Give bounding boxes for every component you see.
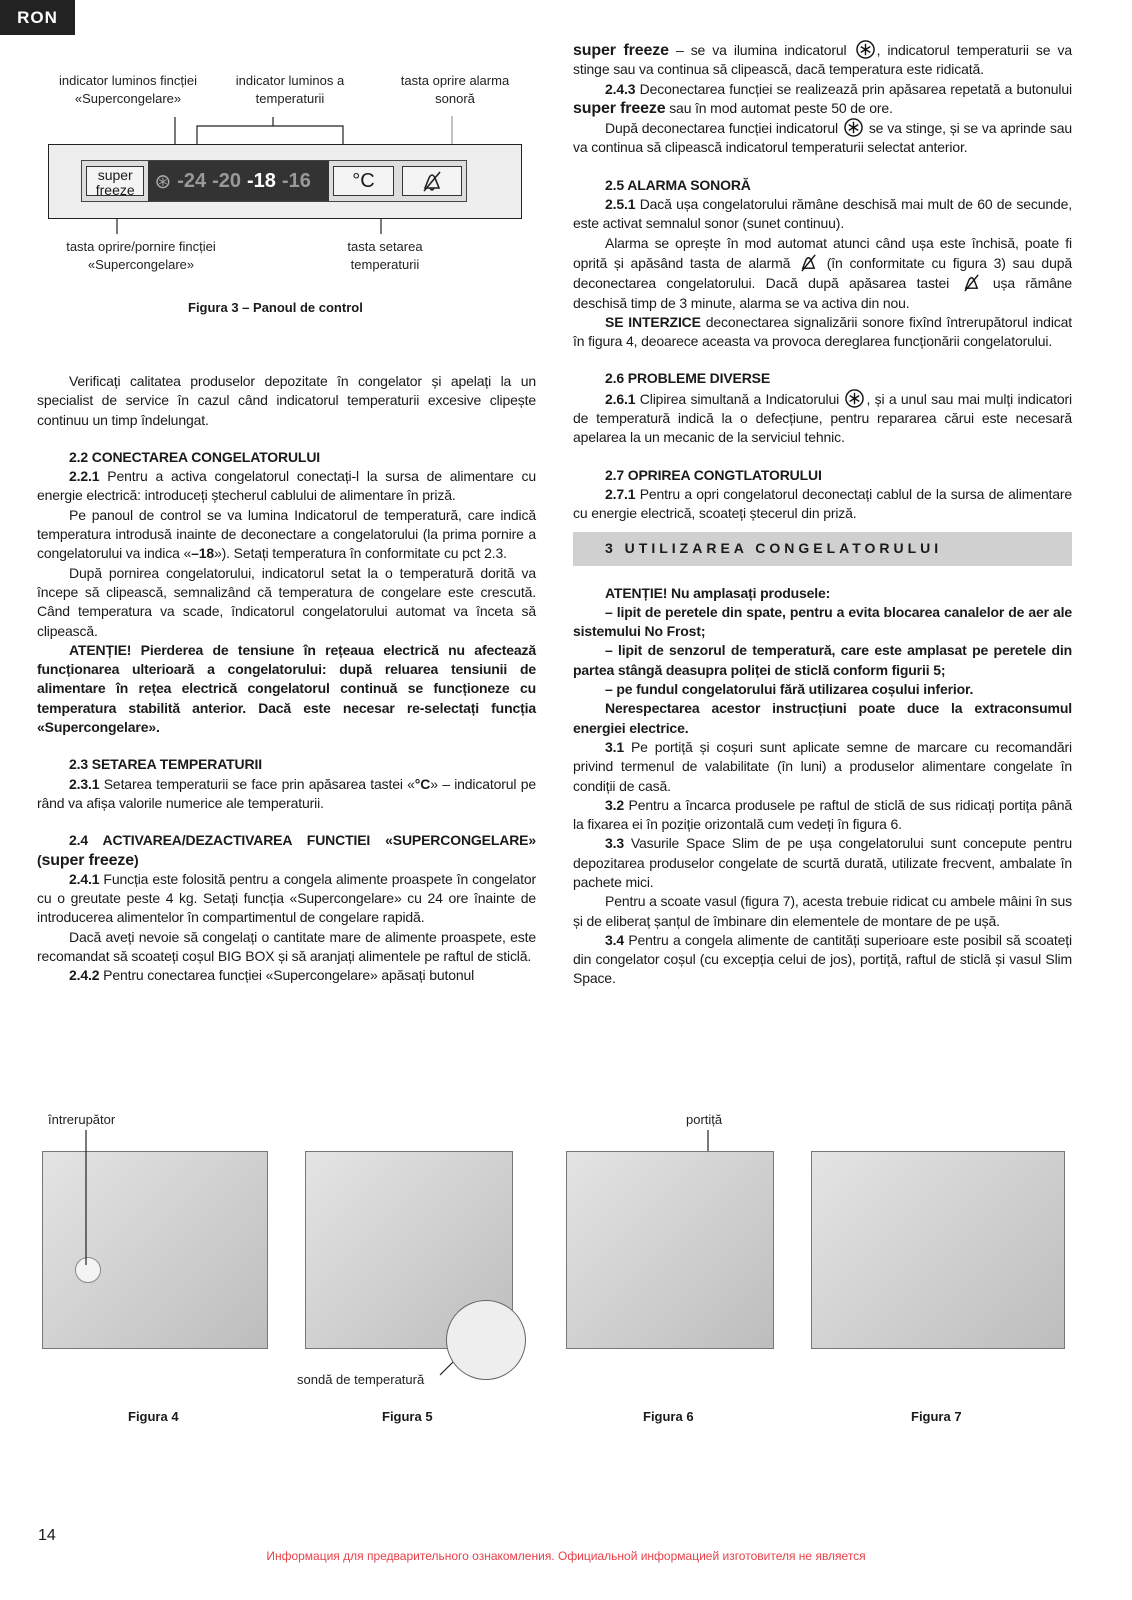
text: Pe panoul de control se va lumina Indicatorul de temperatură, care indică temperatura introdusă inainte de deconectare a congelatorului (la prima pornire a congelatorului va indica « — [37, 506, 536, 562]
section-heading: 3 UTILIZAREA CONGELATORULUI — [573, 532, 1072, 566]
figure-7-image — [811, 1151, 1065, 1349]
bold-text: 2.6 PROBLEME DIVERSE — [605, 370, 771, 387]
bold-text: 2.4.2 — [69, 967, 100, 984]
text: Pentru a activa congelatorul conectați-l la sursa de alimentare cu energie electrică: introduceți ștecherul cablului de alimentare în priză. — [37, 468, 536, 504]
text: Funcția este folosită pentru a congela alimente proaspete în congelator cu o greutate peste 4 kg. Setați funcția «Supercongelare» cu 24 ore înainte de introducerea alimentelor în compartimentul de congelare rapidă. — [37, 870, 536, 926]
bold-text: super freeze — [573, 42, 669, 59]
text: Dacă aveți nevoie să congelați o cantitate mare de alimente proaspete, este recomandat să scoateți coșul BIG BOX și să aranjați alimentele pe raftul de sticlă. — [37, 928, 536, 965]
label-alarm-key: tasta oprire alarma sonoră — [400, 73, 510, 106]
label-temp-indicator: indicator luminos a temperaturii — [235, 73, 345, 106]
bold-text: 2.5.1 — [605, 196, 636, 213]
bold-text: 2.4.1 — [69, 870, 100, 887]
text: Pentru a încarca produsele pe raftul de sticlă de sus ridicați portița până la fixarea ei în poziție orizontală cum vedeți în figura 6. — [573, 796, 1072, 833]
temp-value: -16 — [281, 169, 311, 192]
fig4-label: întrerupător — [48, 1112, 116, 1127]
label-temp-key: tasta setarea temperaturii — [347, 239, 423, 272]
text: Pentru conectarea funcției «Supercongelare» apăsați butonul — [99, 967, 475, 984]
button-text: freeze — [95, 182, 135, 198]
bold-text: Nerespectarea acestor instrucțiuni poate duce la extraconsumul energiei electrice. — [573, 700, 1072, 736]
figure-7-caption: Figura 7 — [911, 1409, 962, 1424]
bold-text: super freeze — [41, 851, 134, 869]
bold-text: – lipit de senzorul de temperatură, care este amplasat pe peretele din partea stângă deasupra poliței de sticlă conform figurii 5; — [573, 642, 1072, 678]
bold-text: 2.5 ALARMA SONORĂ — [605, 176, 751, 193]
temperature-set-button[interactable]: °C — [333, 166, 393, 196]
bold-text: ATENȚIE! Pierderea de tensiune în rețeaua electrică nu afectează funcționarea ulterioară a congelatorului: după reluarea tensiunii de alimentare în rețea electrică congelatorul continuă se funcționeze cu temperatura stabilită anterior. Dacă este necesar re-selectați funcția «Supercongelare». — [37, 641, 536, 736]
text: Pentru a congela alimente de cantități superioare este posibil să scoateți din congelator coșul (cu excepția celui de jos), portiță, raftul de sticlă și vasul Slim Space. — [573, 931, 1072, 987]
figure-3-caption: Figura 3 – Panoul de control — [188, 300, 363, 315]
text: Pe portiță și coșuri sunt aplicate semne de marcare cu recomandări privind termenul de valabilitate (în luni) a produselor alimentare congelate în condiții de casă. — [573, 738, 1072, 794]
fig6-label: portiță — [686, 1112, 723, 1127]
bold-text: SE INTERZICE — [605, 313, 701, 330]
text: Pentru a opri congelatorul deconectați cablul de la sursa de alimentare cu energie electrică, scoateți ștecerul din priză. — [573, 485, 1072, 522]
bold-text: – lipit de peretele din spate, pentru a evita blocarea canalelor de aer ale sistemului No Frost; — [573, 603, 1072, 640]
text: (în conformitate cu figura 3) sau după deconectarea congelatorului. Dacă după apăsarea tastei — [573, 254, 1072, 292]
bold-text: °C — [414, 775, 431, 792]
bold-text: 2.7 OPRIREA CONGTLATORULUI — [605, 466, 822, 483]
bold-text: 3.3 — [605, 835, 625, 852]
snowflake-icon: ⊛ — [154, 170, 172, 193]
bold-text: 3.2 — [605, 796, 625, 813]
bold-text: 2.4 ACTIVAREA/DEZACTIVAREA FUNCTIEI «SUPERCONGELARE» ( — [37, 832, 536, 868]
footer-notice: Информация для предварительного ознакомления. Официальной информацией изготовителя не является — [266, 1549, 866, 1563]
text: ușa rămâne deschisă timp de 3 minute, alarma se va activa din nou. — [573, 275, 1072, 311]
text: , indicatorul temperaturii se va stinge sau va continua să clipească, dacă temperatura este ridicată. — [573, 42, 1073, 78]
bold-text: 2.7.1 — [605, 485, 636, 502]
text: » – indicatorul pe rând va afișa valorile numerice ale temperaturii. — [37, 775, 536, 811]
text: Alarma se oprește în mod automat atunci când ușa este închisă, poate fi oprită și apăsând tasta de alarmă — [573, 234, 1072, 271]
bold-text: ATENȚIE! Nu amplasați produsele: — [605, 584, 831, 601]
temp-value: -20 — [212, 169, 242, 192]
bold-text: 3.4 — [605, 931, 625, 948]
figure-6-image — [566, 1151, 774, 1349]
bold-text: 2.2 CONECTAREA CONGELATORULUI — [69, 448, 321, 465]
sensor-zoom — [446, 1300, 526, 1380]
text: – se va ilumina indicatorul — [668, 42, 854, 58]
temp-value: -18 — [247, 169, 276, 192]
text: »). Setați temperatura în conformitate cu pct 2.3. — [214, 545, 507, 562]
page-number: 14 — [38, 1527, 56, 1544]
text: Pentru a scoate vasul (figura 7), acesta trebuie ridicat cu ambele mâini în sus și de eliberaț șanțul de îmbinare din elementele de montare de pe ușă. — [573, 893, 1072, 929]
bold-text: super freeze — [573, 99, 666, 117]
fig5-label: sondă de temperatură — [297, 1372, 425, 1387]
bold-text: ) — [133, 851, 139, 868]
bold-text: 2.4.3 — [605, 80, 636, 97]
button-text: super — [97, 167, 133, 183]
bold-text: –18 — [191, 545, 215, 562]
text: După deconectarea funcției indicatorul — [605, 120, 842, 137]
text: Setarea temperaturii se face prin apăsarea tastei « — [99, 775, 415, 792]
bold-text: – pe fundul congelatorului fără utilizarea coșului inferior. — [605, 681, 974, 698]
text: După pornirea congelatorului, indicatorul setat la o temperatură dorită va începe să clipească, semnalizând că temperatura de congelare este crescută. Când temperatura va scade, îndicatorul congelatorului automat va înceta să clipească. — [37, 564, 536, 639]
text: sau în mod automat peste 50 de ore. — [665, 99, 893, 116]
text: Vasurile Space Slim de pe ușa congelatorului sunt concepute pentru depozitarea produselor congelate de scurtă durată, utilizate frecvent, ambalate în pachete mici. — [573, 835, 1072, 890]
text: se va stinge, și se va aprinde sau va continua să clipească indicatorul temperaturii selectat anterior. — [573, 120, 1072, 156]
bold-text: 3.1 — [605, 738, 625, 755]
text: Dacă ușa congelatorului rămâne deschisă mai mult de 60 de secunde, este activat semnalul sonor (sunet continuu). — [573, 196, 1072, 232]
text: , și a unul sau mai mulți indicatori de temperatură indică la o defecțiune, pentru repararea cărui este necesară apelarea la un mecanic de la serviciul tehnic. — [573, 390, 1072, 446]
bold-text: 2.2.1 — [69, 468, 100, 485]
text: Verificați calitatea produselor depozitate în congelator și apelați la un specialist de service în cazul când indicatorul temperaturii excesive clipește continuu un timp îndelungat. — [37, 373, 536, 428]
figure-5-caption: Figura 5 — [382, 1409, 433, 1424]
bold-text: 2.6.1 — [605, 390, 636, 407]
figure-6-caption: Figura 6 — [643, 1409, 694, 1424]
figure-5-image — [305, 1151, 513, 1349]
text: Clipirea simultană a Indicatorului — [635, 390, 844, 407]
language-tag: RON — [0, 0, 75, 35]
text: Deconectarea funcției se realizează prin apăsarea repetată a butonului — [635, 80, 1072, 97]
label-superfreeze-key: tasta oprire/pornire fincției «Supercongelare» — [66, 239, 216, 272]
label-superfreeze-indicator: indicator luminos fincției «Supercongelare» — [58, 73, 197, 106]
temp-value: -24 — [177, 169, 207, 192]
bold-text: 2.3 SETAREA TEMPERATURII — [69, 756, 262, 773]
figure-4-caption: Figura 4 — [128, 1409, 179, 1424]
text: deconectarea signalizării sonore fixînd întrerupătorul indicat în figura 4, deoarece aceasta va provoca dereglarea funcționării congelatorului. — [573, 313, 1073, 350]
bold-text: 2.3.1 — [69, 775, 100, 792]
